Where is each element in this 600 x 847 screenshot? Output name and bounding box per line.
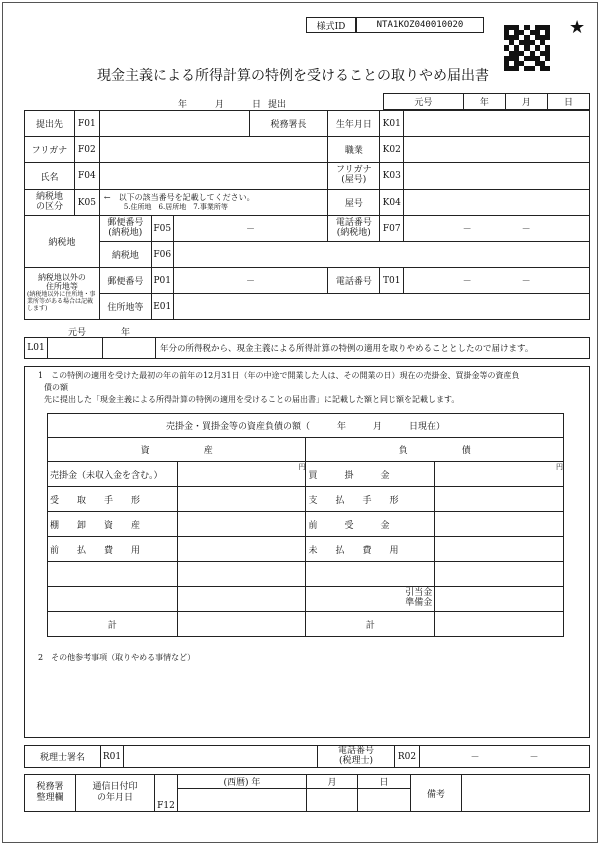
form-id-label: 様式ID	[306, 17, 356, 33]
furigana-label: フリガナ	[25, 137, 75, 163]
tel-label: 電話番号	[328, 268, 380, 294]
asset-row-1-label: 売掛金（未収入金を含む。）	[48, 462, 178, 487]
kubun-options: 5.住所地 6.居所地 7.事業所等	[123, 203, 228, 212]
l01-code: L01	[25, 338, 48, 359]
igai-note: (納税地以外に住所地・事業所等がある場合は記載します)	[27, 291, 96, 312]
tax-office-field[interactable]	[99, 111, 249, 137]
tel-dash-2: －	[521, 225, 531, 235]
assets-header: 資 産	[48, 438, 306, 462]
liability-row-5-label[interactable]	[306, 562, 435, 587]
f05-code: F05	[151, 216, 173, 242]
balance-table	[47, 413, 564, 637]
l01-era-header: 元号	[68, 328, 87, 338]
r01-code: R01	[101, 746, 124, 768]
l01-year-header: 年	[121, 328, 131, 338]
postal-code-field[interactable]: －	[173, 216, 328, 242]
month-header: 月	[505, 94, 547, 110]
furigana-field[interactable]	[99, 137, 328, 163]
liability-row-4-label: 未 払 費 用	[306, 537, 435, 562]
yubin-nozeichi-label: 郵便番号 (納税地)	[99, 216, 151, 242]
star-icon: ★	[569, 17, 586, 38]
section1-line1: 1 この特例の適用を受けた最初の年の前年の12月31日（年の中途で開業した人は、その開業の日）現在の売掛金、買掛金等の資産負	[38, 371, 520, 380]
f02-code: F02	[74, 137, 99, 163]
teishutsusaki-label: 提出先	[25, 111, 75, 137]
seireki-year-header: (西暦) 年	[178, 775, 307, 789]
r02-code: R02	[395, 746, 420, 768]
occupation-label: 職業	[328, 137, 380, 163]
tax-accountant-tel-label: 電話番号 (税理士)	[318, 746, 395, 768]
office-use-label: 税務署 整理欄	[25, 775, 76, 812]
asset-row-4-label: 前 払 費 用	[48, 537, 178, 562]
office-use-table	[24, 774, 590, 812]
submit-month: 月	[215, 100, 225, 110]
tel2-dash-1: －	[462, 277, 472, 287]
p01-code: P01	[151, 268, 173, 294]
f07-code: F07	[380, 216, 404, 242]
k05-code: K05	[74, 190, 99, 216]
liability-row-2-label: 支 払 手 形	[306, 487, 435, 512]
liability-row-1-value[interactable]	[435, 462, 564, 487]
yago-field[interactable]	[404, 190, 590, 216]
name-label: 氏名	[25, 163, 75, 190]
k03-code: K03	[380, 163, 404, 190]
kubun-field[interactable]	[99, 190, 328, 216]
e01-code: E01	[151, 294, 173, 320]
asset-row-3-label: 棚 卸 資 産	[48, 512, 178, 537]
asset-total-label: 計	[48, 612, 178, 637]
tel-nozeichi-field[interactable]	[404, 216, 590, 242]
nozeichi2-label: 納税地	[99, 242, 151, 268]
f04-code: F04	[74, 163, 99, 190]
asset-row-6-label[interactable]	[48, 587, 178, 612]
submit-day: 日	[252, 100, 262, 110]
applicant-table	[24, 110, 590, 320]
office-month-header: 月	[307, 775, 358, 789]
asset-total-value[interactable]	[177, 612, 306, 637]
section2-text: 2 その他参考事項（取りやめる事情など）	[38, 653, 196, 662]
liability-row-4-value[interactable]	[435, 537, 564, 562]
section1-text	[38, 370, 586, 406]
office-day-header: 日	[358, 775, 411, 789]
asset-row-1-value[interactable]	[177, 462, 306, 487]
tel-dash-1: －	[462, 225, 472, 235]
office-month-field[interactable]	[307, 789, 358, 812]
birth-date-header	[383, 93, 590, 110]
l01-table	[24, 337, 590, 359]
biko-label: 備考	[411, 775, 462, 812]
liabilities-header: 負 債	[306, 438, 564, 462]
year-header: 年	[463, 94, 505, 110]
nozeichi-address-field[interactable]	[173, 242, 589, 268]
tax-accountant-label: 税理士署名	[25, 746, 101, 768]
f06-code: F06	[151, 242, 173, 268]
asset-row-4-value[interactable]	[177, 537, 306, 562]
zeimusho-label: 税務署長	[249, 111, 328, 137]
k04-code: K04	[380, 190, 404, 216]
yago-furigana-field[interactable]	[404, 163, 590, 190]
jushochi-field[interactable]	[173, 294, 589, 320]
page-title: 現金主義による所得計算の特例を受けることの取りやめ届出書	[97, 68, 489, 84]
submit-label: 提出	[268, 100, 287, 110]
l01-year-field[interactable]	[103, 338, 156, 359]
furigana-yago-label: フリガナ (屋号)	[328, 163, 380, 190]
reserve-value[interactable]	[435, 587, 564, 612]
yen-unit-1: 円	[298, 463, 306, 471]
liability-total-value[interactable]	[435, 612, 564, 637]
office-year-field[interactable]	[178, 789, 307, 812]
igai-label: 納税地以外の 住所地等	[37, 272, 86, 291]
nozeichi-kubun-label: 納税地 の区分	[25, 190, 75, 216]
f01-code: F01	[74, 111, 99, 137]
asset-row-5-label[interactable]	[48, 562, 178, 587]
liability-row-5-value[interactable]	[435, 562, 564, 587]
liability-row-2-value[interactable]	[435, 487, 564, 512]
yago-label: 屋号	[328, 190, 380, 216]
igai-label-cell	[25, 268, 100, 320]
era-header: 元号	[384, 94, 464, 110]
tel2-dash-2: －	[521, 277, 531, 287]
occupation-field[interactable]	[404, 137, 590, 163]
l01-era-field[interactable]	[48, 338, 103, 359]
asset-row-2-value[interactable]	[177, 487, 306, 512]
section1-line3: 先に提出した「現金主義による所得計算の特例の適用を受けることの届出書」に記載した額と同じ額を記載します。	[44, 395, 460, 404]
form-page	[2, 2, 598, 843]
biko-field[interactable]	[462, 775, 590, 812]
f12-code: F12	[155, 775, 178, 812]
asset-row-3-value[interactable]	[177, 512, 306, 537]
birth-date-field[interactable]	[404, 111, 590, 137]
submit-year: 年	[178, 100, 188, 110]
birth-date-label: 生年月日	[328, 111, 380, 137]
asset-row-6-value[interactable]	[177, 587, 306, 612]
tax-accountant-tel-field[interactable]	[420, 746, 590, 768]
name-field[interactable]	[99, 163, 328, 190]
tax-accountant-field[interactable]	[124, 746, 318, 768]
yubin-label: 郵便番号	[99, 268, 151, 294]
ta-tel-dash-1: －	[470, 753, 480, 763]
balance-table-title: 売掛金・買掛金等の資産負債の額（ 年 月 日現在）	[48, 414, 564, 438]
ta-tel-dash-2: －	[529, 753, 539, 763]
form-id-value: NTA1KOZ040010020	[356, 17, 484, 33]
l01-statement: 年分の所得税から、現金主義による所得計算の特例の適用を取りやめることとしたので届けます。	[156, 338, 590, 359]
tel-field[interactable]	[404, 268, 590, 294]
kubun-note: ← 以下の該当番号を記載してください。	[103, 192, 255, 202]
liability-row-3-value[interactable]	[435, 512, 564, 537]
section2-field[interactable]	[47, 667, 564, 732]
liability-row-3-label: 前 受 金	[306, 512, 435, 537]
reserve-label: 引当金 準備金	[306, 587, 435, 612]
liability-total-label: 計	[306, 612, 435, 637]
k01-code: K01	[380, 111, 404, 137]
tsushin-label: 通信日付印 の年月日	[76, 775, 155, 812]
day-header: 日	[547, 94, 589, 110]
yen-unit-2: 円	[556, 463, 563, 471]
k02-code: K02	[380, 137, 404, 163]
asset-row-2-label: 受 取 手 形	[48, 487, 178, 512]
section1-line2: 債の額	[44, 383, 68, 392]
office-day-field[interactable]	[358, 789, 411, 812]
postal-code-2-field[interactable]: －	[173, 268, 328, 294]
nozeichi-label: 納税地	[25, 216, 100, 268]
asset-row-5-value[interactable]	[177, 562, 306, 587]
t01-code: T01	[380, 268, 404, 294]
liability-row-1-label: 買 掛 金	[306, 462, 435, 487]
tax-accountant-table	[24, 745, 590, 768]
jushochi-label: 住所地等	[99, 294, 151, 320]
tel-nozeichi-label: 電話番号 (納税地)	[328, 216, 380, 242]
